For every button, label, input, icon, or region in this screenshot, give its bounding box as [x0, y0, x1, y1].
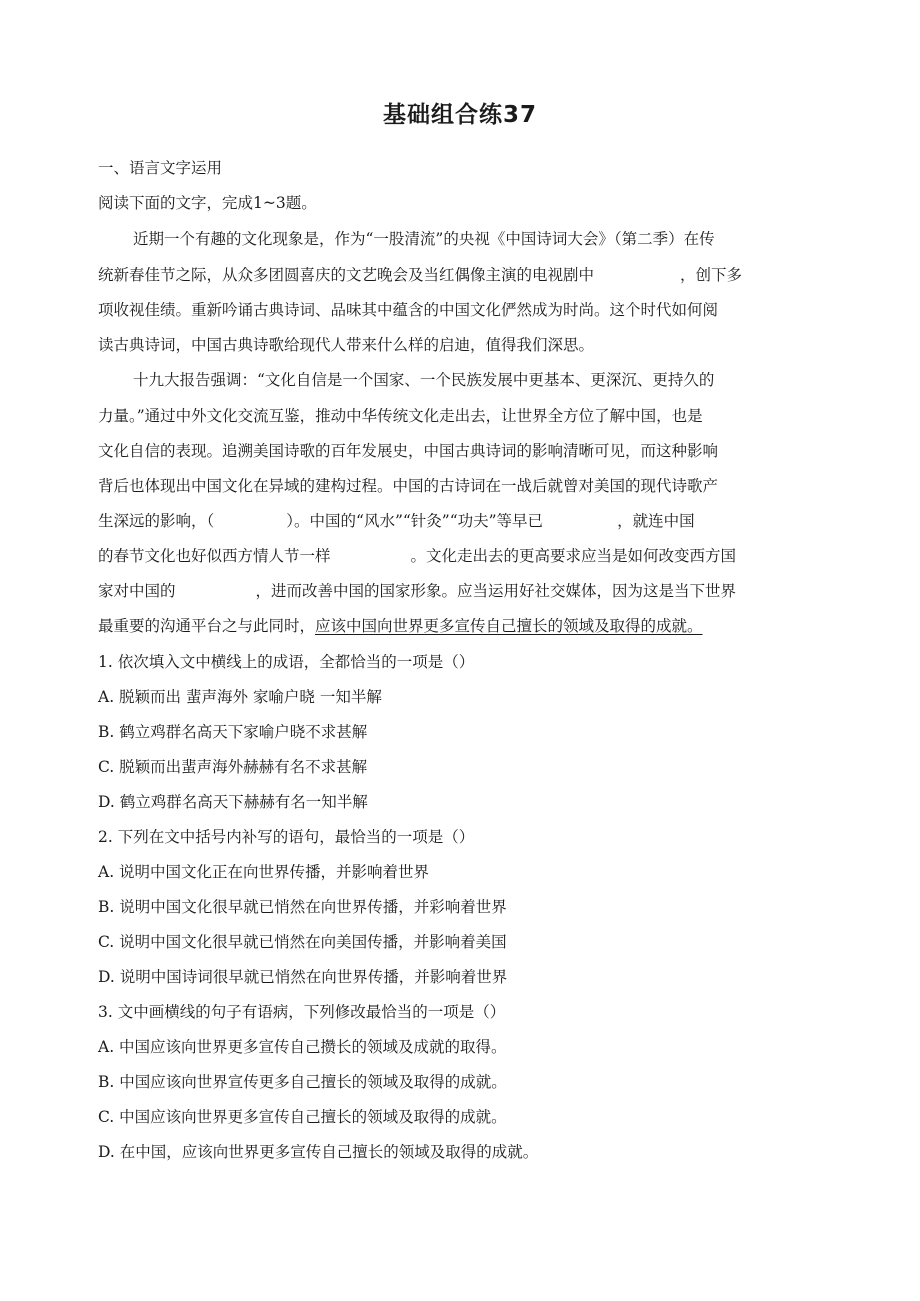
question-3-stem: 3. 文中画横线的句子有语病，下列修改最恰当的一项是（） — [98, 1003, 506, 1021]
passage-p2-line1: 十九大报告强调：“文化自信是一个国家、一个民族发展中更基本、更深沉、更持久的 — [133, 371, 715, 389]
question-3-option-d: D. 在中国，应该向世界更多宣传自己擅长的领域及取得的成就。 — [98, 1143, 539, 1161]
passage-p2-line4: 背后也体现出中国文化在异域的建构过程。中国的古诗词在一战后就曾对美国的现代诗歌产 — [98, 477, 719, 495]
passage-text: ）。中国的“风水”“针灸”“功夫”等早已 — [286, 512, 544, 530]
underlined-sentence: 应该中国向世界更多宣传自己擅长的领域及取得的成就。 — [315, 617, 703, 635]
question-3-option-c: C. 中国应该向世界更多宣传自己擅长的领域及取得的成就。 — [98, 1108, 507, 1126]
question-3-option-b: B. 中国应该向世界宣传更多自己擅长的领域及取得的成就。 — [98, 1073, 507, 1091]
passage-p2-line7 — [98, 581, 736, 601]
passage-p2-line6 — [98, 546, 736, 566]
passage-text: ，就连中国 — [617, 512, 695, 530]
passage-text: 生深远的影响，（ — [98, 512, 215, 530]
instruction: 阅读下面的文字，完成1~3题。 — [98, 194, 317, 212]
passage-text: 最重要的沟通平台之与此同时， — [98, 617, 316, 635]
passage-text: ，创下多 — [680, 266, 743, 284]
question-2-option-d: D. 说明中国诗词很早就已悄然在向世界传播，并影响着世界 — [98, 968, 508, 986]
question-1-option-a: A. 脱颖而出 蜚声海外 家喻户晓 一知半解 — [98, 688, 382, 706]
question-1-option-d: D. 鹤立鸡群名高天下赫赫有名一知半解 — [98, 793, 368, 811]
passage-text: ，进而改善中国的国家形象。应当运用好社交媒体，因为这是当下世界 — [255, 582, 737, 600]
question-1-option-b: B. 鹤立鸡群名高天下家喻户晓不求甚解 — [98, 723, 368, 741]
question-2-option-c: C. 说明中国文化很早就已悄然在向美国传播，并影响着美国 — [98, 933, 507, 951]
question-2-option-b: B. 说明中国文化很早就已悄然在向世界传播，并彩响着世界 — [98, 898, 507, 916]
passage-p2-line8 — [98, 616, 703, 636]
question-2-option-a: A. 说明中国文化正在向世界传播，并影响着世界 — [98, 863, 430, 881]
passage-p2-line5 — [98, 511, 695, 531]
section-heading: 一、语言文字运用 — [98, 159, 223, 177]
passage-text: 的春节文化也好似西方情人节一样 — [98, 547, 331, 565]
question-1-option-c: C. 脱颖而出蜚声海外赫赫有名不求甚解 — [98, 758, 368, 776]
passage-p1-line1: 近期一个有趣的文化现象是，作为“一股清流”的央视《中国诗词大会》（第二季）在传 — [133, 230, 715, 248]
passage-p1-line3: 项收视佳绩。重新吟诵古典诗词、品味其中蕴含的中国文化俨然成为时尚。这个时代如何阅 — [98, 301, 719, 319]
passage-text: 。文化走出去的更高要求应当是如何改变西方国 — [410, 547, 737, 565]
question-3-option-a: A. 中国应该向世界更多宣传自己攒长的领域及成就的取得。 — [98, 1038, 507, 1056]
passage-p2-line3: 文化自信的表现。追溯美国诗歌的百年发展史，中国古典诗词的影响清晰可见，而这种影响 — [98, 442, 719, 460]
question-1-stem: 1. 依次填入文中横线上的成语，全都恰当的一项是（） — [98, 653, 475, 671]
passage-text: 统新春佳节之际，从众多团圆喜庆的文艺晚会及当红偶像主演的电视剧中 — [98, 266, 595, 284]
passage-text: 家对中国的 — [98, 582, 176, 600]
question-2-stem: 2. 下列在文中括号内补写的语句，最恰当的一项是（） — [98, 828, 475, 846]
passage-p1-line2 — [98, 265, 742, 285]
passage-p1-line4: 读古典诗词，中国古典诗歌给现代人带来什么样的启迪，值得我们深思。 — [98, 336, 595, 354]
page-title: 基础组合练37 — [382, 102, 537, 128]
passage-p2-line2: 力量。”通过中外文化交流互鉴，推动中华传统文化走出去，让世界全方位了解中国，也是 — [98, 407, 703, 425]
